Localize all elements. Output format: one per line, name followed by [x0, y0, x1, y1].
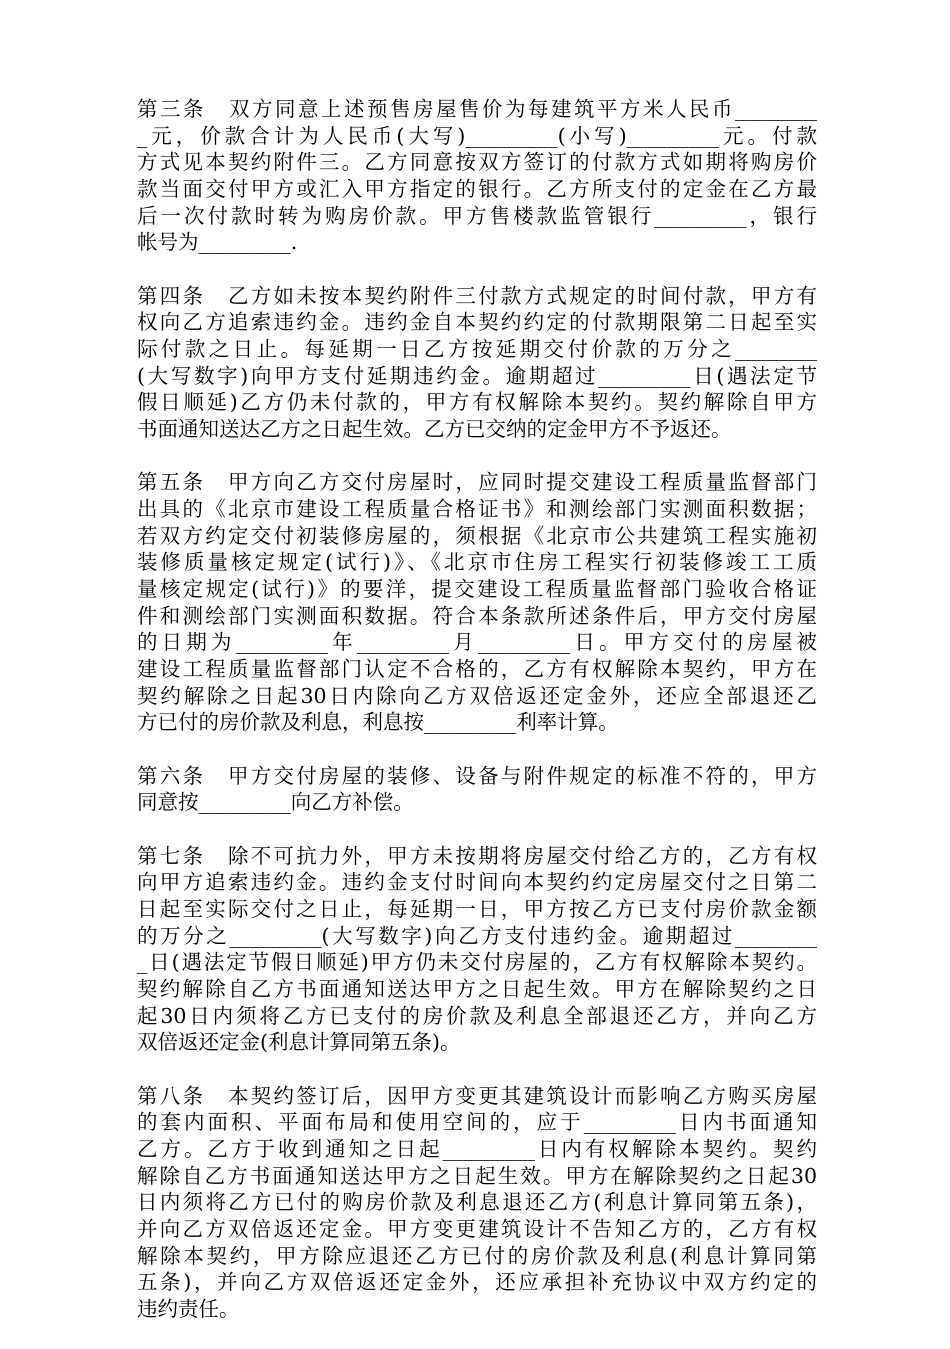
article-text-line: (大写数字)向甲方支付延期违约金。逾期超过_________日(遇法定节: [137, 363, 817, 388]
article-text-line: 件和测绘部门实测面积数据。符合本条款所述条件后，甲方交付房屋: [137, 603, 817, 628]
contract-article: [137, 1083, 817, 1323]
article-text-line: 的万分之_________(大写数字)向乙方支付违约金。逾期超过________: [137, 923, 817, 948]
contract-article: [137, 283, 817, 443]
article-text-line: 五条)，并向乙方双倍返还定金外，还应承担补充协议中双方约定的: [137, 1270, 817, 1295]
article-text-line: 日起至实际交付之日止，每延期一日，甲方按乙方已支付房价款金额: [137, 896, 817, 921]
article-text-line: 起30日内须将乙方已支付的房价款及利息全部退还乙方，并向乙方: [137, 1003, 817, 1028]
article-text-line: 第五条 甲方向乙方交付房屋时，应同时提交建设工程质量监督部门: [137, 470, 817, 495]
article-text-line: 向甲方追索违约金。违约金支付时间向本契约约定房屋交付之日第二: [137, 870, 817, 895]
article-text-line: 第三条 双方同意上述预售房屋售价为每建筑平方米人民币________: [137, 97, 817, 121]
article-text-line: 违约责任。: [137, 1297, 240, 1321]
article-text-line: 建设工程质量监督部门认定不合格的，乙方有权解除本契约，甲方在: [137, 657, 817, 682]
article-text-line: 款当面交付甲方或汇入甲方指定的银行。乙方所支付的定金在乙方最: [137, 177, 817, 202]
article-text-line: 后一次付款时转为购房价款。甲方售楼款监管银行_________，银行: [137, 203, 817, 228]
article-text-line: 的日期为_________年_________月_________日。甲方交付的房屋被: [137, 630, 817, 655]
contract-article: [137, 763, 817, 816]
article-text-line: 双倍返还定金(利息计算同第五条)。: [137, 1030, 461, 1055]
article-text-line: 同意按_________向乙方补偿。: [137, 790, 414, 815]
article-text-line: 权向乙方追索违约金。违约金自本契约约定的付款期限第二日起至实: [137, 310, 817, 335]
contract-page: [137, 96, 817, 1349]
article-text-line: 第八条 本契约签订后，因甲方变更其建筑设计而影响乙方购买房屋: [137, 1083, 817, 1108]
article-text-line: 书面通知送达乙方之日起生效。乙方已交纳的定金甲方不予返还。: [137, 417, 732, 442]
article-text-line: 帐号为_________.: [137, 230, 298, 255]
article-text-line: 量核定规定(试行)》的要洋，提交建设工程质量监督部门验收合格证: [137, 577, 817, 601]
article-text-line: 出具的《北京市建设工程质量合格证书》和测绘部门实测面积数据；: [137, 496, 817, 521]
article-text-line: _日(遇法定节假日顺延)甲方仍未交付房屋的，乙方有权解除本契约。: [137, 950, 817, 975]
article-text-line: 若双方约定交付初装修房屋的，须根据《北京市公共建筑工程实施初: [137, 523, 817, 548]
article-text-line: 第六条 甲方交付房屋的装修、设备与附件规定的标准不符的，甲方: [137, 763, 817, 788]
article-text-line: 方已付的房价款及利息，利息按_________利率计算。: [137, 710, 619, 735]
contract-article: [137, 843, 817, 1057]
article-text-line: 第七条 除不可抗力外，甲方未按期将房屋交付给乙方的，乙方有权: [137, 843, 817, 868]
article-text-line: 契约解除自乙方书面通知送达甲方之日起生效。甲方在解除契约之日: [137, 976, 817, 1001]
article-text-line: 第四条 乙方如未按本契约附件三付款方式规定的时间付款，甲方有: [137, 283, 817, 308]
article-text-line: 契约解除之日起30日内除向乙方双倍返还定金外，还应全部退还乙: [137, 683, 817, 708]
contract-article: [137, 96, 817, 256]
article-text-line: 的套内面积、平面布局和使用空间的，应于_________日内书面通知: [137, 1110, 817, 1135]
article-text-line: 解除本契约，甲方除应退还乙方已付的房价款及利息(利息计算同第: [137, 1243, 817, 1268]
article-text-line: 日内须将乙方已付的购房价款及利息退还乙方(利息计算同第五条)，: [137, 1190, 817, 1215]
article-text-line: 乙方。乙方于收到通知之日起_________日内有权解除本契约。契约: [137, 1136, 817, 1161]
article-text-line: 装修质量核定规定(试行)》、《北京市住房工程实行初装修竣工工质: [137, 550, 817, 575]
article-text-line: 并向乙方双倍返还定金。甲方变更建筑设计不告知乙方的，乙方有权: [137, 1216, 817, 1241]
article-text-line: 假日顺延)乙方仍未付款的，甲方有权解除本契约。契约解除自甲方: [137, 390, 817, 415]
article-text-line: _元，价款合计为人民币(大写)_________(小写)_________元。付款: [137, 123, 817, 148]
article-text-line: 际付款之日止。每延期一日乙方按延期交付价款的万分之________: [137, 337, 817, 361]
contract-article: [137, 469, 817, 736]
article-text-line: 解除自乙方书面通知送达甲方之日起生效。甲方在解除契约之日起30: [137, 1163, 817, 1188]
article-text-line: 方式见本契约附件三。乙方同意按双方签订的付款方式如期将购房价: [137, 150, 817, 175]
